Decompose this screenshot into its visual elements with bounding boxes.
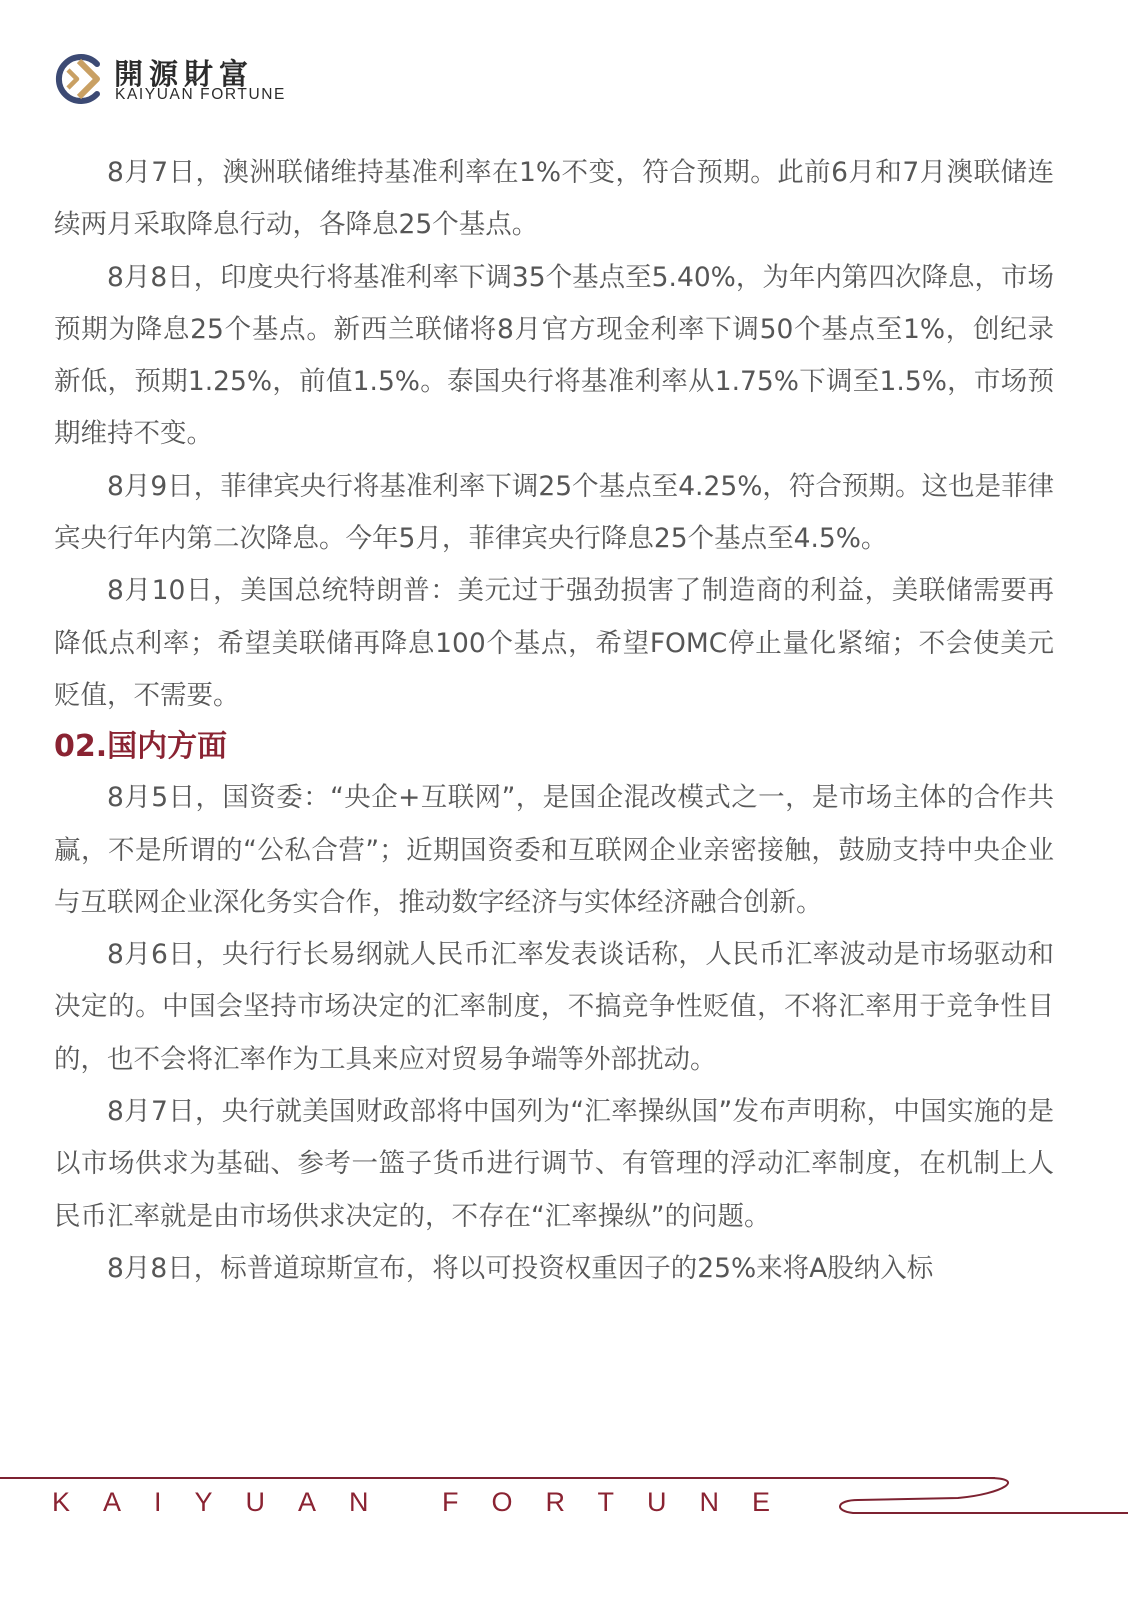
paragraph: 8月10日，美国总统特朗普：美元过于强劲损害了制造商的利益，美联储需要再降低点利率；希望美联储再降息100个基点，希望FOMC停止量化紧缩；不会使美元贬值，不需要。 [54,575,1054,711]
logo-english-name: KAIYUAN FORTUNE [115,86,286,103]
paragraph: 8月5日，国资委：“央企+互联网”，是国企混改模式之一，是市场主体的合作共赢，不是所谓的“公私合营”；近期国资委和互联网企业亲密接触，鼓励支持中央企业与互联网企业深化务实合作，推动数字经济与实体经济融合创新。 [54,782,1054,918]
section-heading: 02.国内方面 [54,729,228,765]
article-body [54,147,1054,1295]
paragraph: 8月6日，央行行长易纲就人民币汇率发表谈话称，人民币汇率波动是市场驱动和决定的。中国会坚持市场决定的汇率制度，不搞竞争性贬值，不将汇率用于竞争性目的，也不会将汇率作为工具来应对贸易争端等外部扰动。 [54,939,1054,1075]
footer-swoosh-icon [828,1476,1131,1516]
paragraph: 8月8日，印度央行将基准利率下调35个基点至5.40%，为年内第四次降息，市场预期为降息25个基点。新西兰联储将8月官方现金利率下调50个基点至1%，创纪录新低，预期1.25%，前值1.5%。泰国央行将基准利率从1.75%下调至1.5%，市场预期维持不变。 [54,261,1054,450]
brand-logo [52,52,292,108]
paragraph: 8月9日，菲律宾央行将基准利率下调25个基点至4.25%，符合预期。这也是菲律宾央行年内第二次降息。今年5月，菲律宾央行降息25个基点至4.5%。 [54,470,1054,555]
footer-brand-text: KAIYUAN FORTUNE [52,1487,804,1517]
paragraph: 8月8日，标普道琼斯宣布，将以可投资权重因子的25%来将A股纳入标 [107,1252,934,1284]
paragraph: 8月7日，澳洲联储维持基准利率在1%不变，符合预期。此前6月和7月澳联储连续两月采取降息行动，各降息25个基点。 [54,157,1054,241]
logo-chinese-name: 開源財富 [114,57,255,91]
paragraph: 8月7日，央行就美国财政部将中国列为“汇率操纵国”发布声明称，中国实施的是以市场供求为基础、参考一篮子货币进行调节、有管理的浮动汇率制度，在机制上人民币汇率就是由市场供求决定的，不存在“汇率操纵”的问题。 [54,1096,1054,1232]
kaiyuan-logo-icon [52,52,106,106]
